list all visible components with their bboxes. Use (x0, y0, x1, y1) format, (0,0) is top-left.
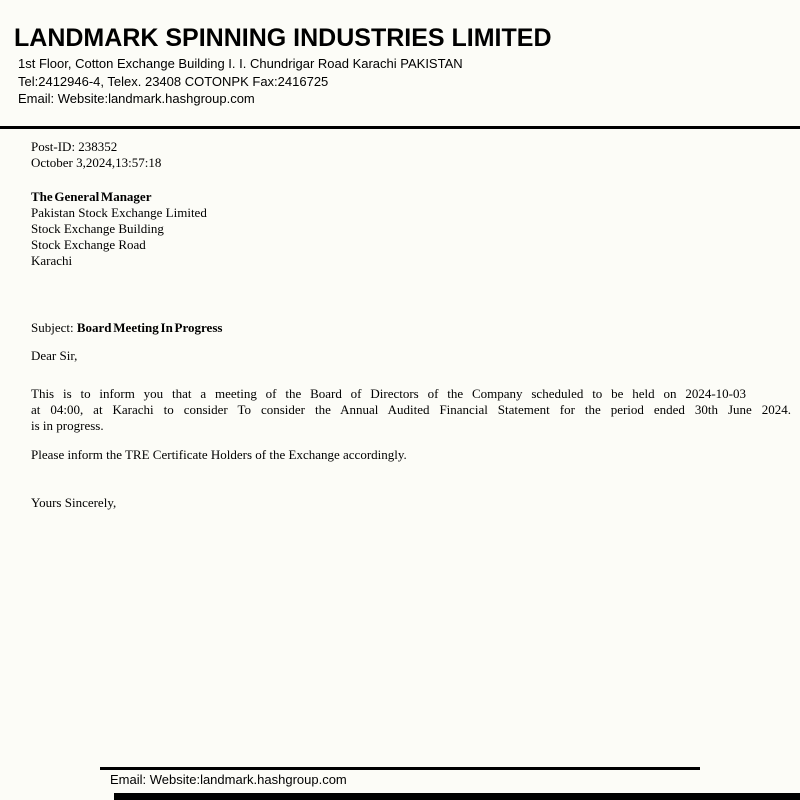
company-name: LANDMARK SPINNING INDUSTRIES LIMITED (14, 24, 552, 52)
body-paragraph-line: This is to inform you that a meeting of the Board of Directors of the Company scheduled to be held on 2024-10-03 (31, 386, 746, 401)
subject-line (31, 320, 222, 336)
bottom-edge-bar (114, 793, 800, 800)
subject-text: Board Meeting In Progress (76, 320, 223, 335)
recipient-block (31, 189, 207, 269)
letter-datetime: October 3,2024,13:57:18 (31, 155, 162, 170)
recipient-address-line: Stock Exchange Building (31, 221, 164, 236)
subject-label: Subject: (31, 320, 74, 335)
recipient-address-line: Karachi (31, 253, 73, 268)
footer-divider (100, 767, 700, 770)
recipient-address-line: Pakistan Stock Exchange Limited (31, 205, 207, 220)
recipient-address-line: Stock Exchange Road (31, 237, 146, 252)
recipient-title: The General Manager (31, 189, 152, 204)
salutation: Dear Sir, (31, 348, 78, 363)
company-email-line: Email: Website:landmark.hashgroup.com (18, 91, 255, 106)
company-address-line: 1st Floor, Cotton Exchange Building I. I. Chundrigar Road Karachi PAKISTAN (18, 56, 463, 71)
footer-email: Email: Website:landmark.hashgroup.com (110, 772, 347, 787)
company-phone-line: Tel:2412946-4, Telex. 23408 COTONPK Fax:2416725 (18, 73, 329, 89)
post-id: Post-ID: 238352 (31, 139, 118, 154)
body-paragraph-line: at 04:00, at Karachi to consider To consider the Annual Audited Financial Statement for the period ended 30th June 2024. (31, 402, 791, 417)
request-line: Please inform the TRE Certificate Holders of the Exchange accordingly. (31, 447, 407, 462)
body-paragraph-line: is in progress. (31, 418, 104, 433)
header-divider (0, 126, 800, 129)
closing: Yours Sincerely, (31, 495, 117, 510)
